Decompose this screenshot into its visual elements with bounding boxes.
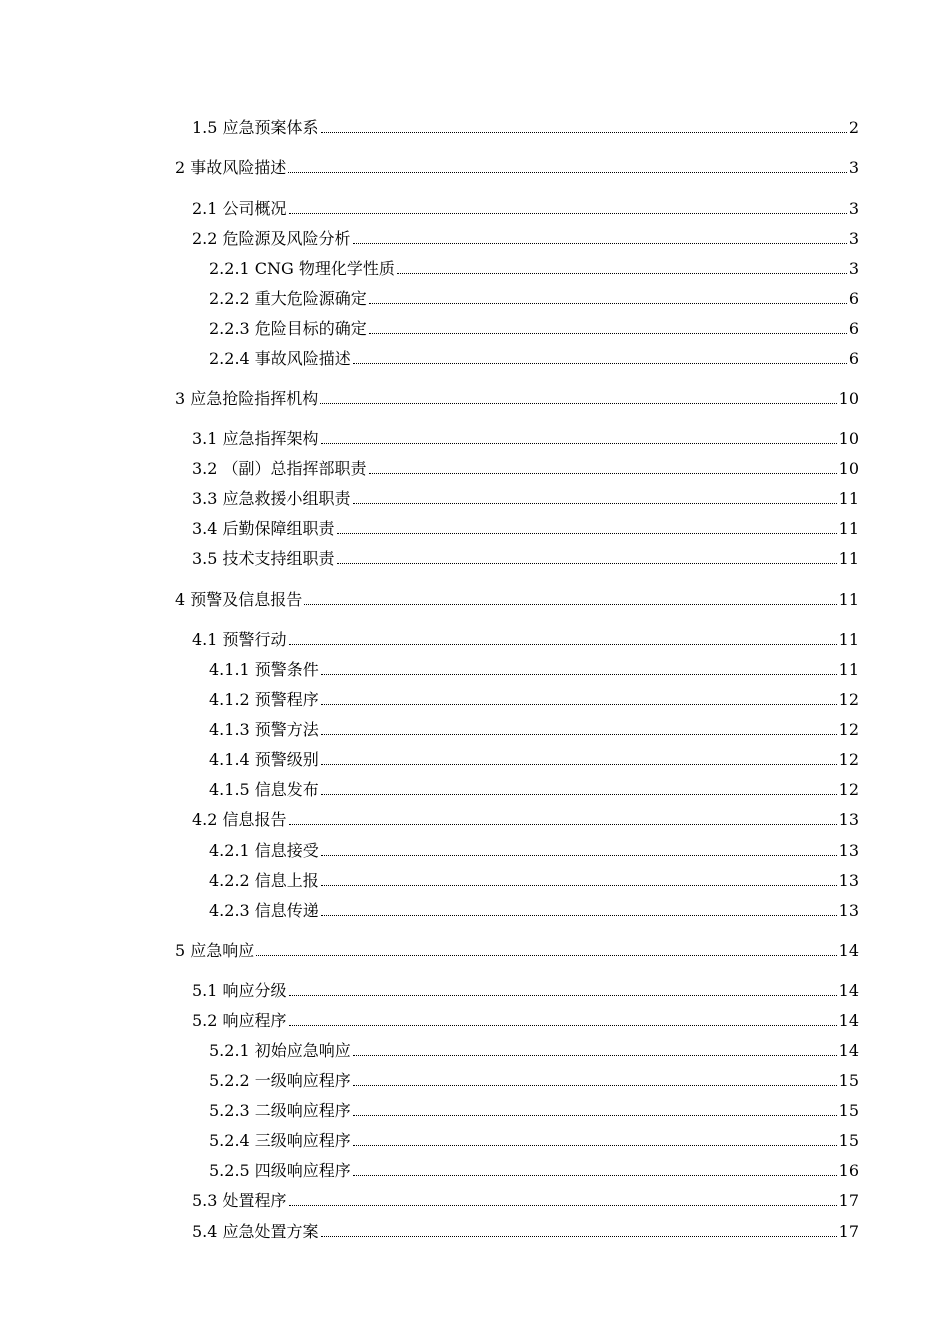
toc-entry-title: 3.4 后勤保障组职责	[192, 519, 335, 538]
toc-entry[interactable]	[192, 485, 859, 509]
toc-entry[interactable]	[209, 345, 859, 369]
toc-entry-title: 5.2.5 四级响应程序	[209, 1161, 351, 1180]
toc-leader-dots	[353, 1145, 837, 1146]
toc-entry[interactable]	[192, 977, 859, 1001]
toc-leader-dots	[288, 172, 847, 173]
toc-leader-dots	[337, 533, 837, 534]
toc-leader-dots	[353, 1085, 837, 1086]
toc-entry-page: 14	[838, 1041, 859, 1060]
toc-entry-page: 11	[838, 519, 859, 538]
toc-entry-page: 6	[848, 289, 859, 308]
toc-entry-page: 12	[838, 690, 859, 709]
toc-entry-page: 12	[838, 720, 859, 739]
toc-entry-title: 2.1 公司概况	[192, 199, 287, 218]
toc-entry-title: 3 应急抢险指挥机构	[175, 389, 319, 408]
toc-entry-title: 2 事故风险描述	[175, 158, 287, 177]
toc-entry-page: 3	[848, 229, 859, 248]
toc-entry-page: 15	[838, 1071, 859, 1090]
toc-entry[interactable]	[209, 285, 859, 309]
toc-entry[interactable]	[192, 626, 859, 650]
toc-entry[interactable]	[192, 455, 859, 479]
toc-leader-dots	[397, 273, 847, 274]
toc-entry-title: 4.2.3 信息传递	[209, 901, 319, 920]
toc-leader-dots	[353, 363, 847, 364]
toc-entry-page: 11	[838, 590, 859, 609]
toc-leader-dots	[321, 855, 837, 856]
toc-entry-page: 12	[838, 780, 859, 799]
toc-entry-title: 2.2.1 CNG 物理化学性质	[209, 259, 395, 278]
toc-entry[interactable]	[209, 1157, 859, 1181]
toc-entry[interactable]	[209, 1097, 859, 1121]
toc-entry[interactable]	[192, 545, 859, 569]
toc-entry-title: 2.2.2 重大危险源确定	[209, 289, 367, 308]
toc-entry[interactable]	[175, 586, 859, 610]
toc-entry[interactable]	[192, 1218, 859, 1242]
toc-entry-page: 11	[838, 489, 859, 508]
toc-entry[interactable]	[192, 225, 859, 249]
toc-leader-dots	[304, 604, 836, 605]
toc-leader-dots	[256, 955, 836, 956]
toc-entry[interactable]	[209, 1127, 859, 1151]
toc-entry-page: 13	[838, 841, 859, 860]
toc-leader-dots	[321, 704, 837, 705]
toc-leader-dots	[321, 885, 837, 886]
toc-entry-page: 17	[838, 1191, 859, 1210]
toc-entry-page: 13	[838, 810, 859, 829]
toc-entry[interactable]	[175, 937, 859, 961]
toc-leader-dots	[353, 1115, 837, 1116]
toc-entry-title: 4.1.4 预警级别	[209, 750, 319, 769]
toc-entry-page: 16	[838, 1161, 859, 1180]
toc-entry-page: 15	[838, 1101, 859, 1120]
toc-entry-page: 13	[838, 871, 859, 890]
toc-entry-title: 4.1.5 信息发布	[209, 780, 319, 799]
toc-leader-dots	[353, 1175, 837, 1176]
toc-entry-title: 4.1.1 预警条件	[209, 660, 319, 679]
toc-leader-dots	[353, 1055, 837, 1056]
toc-leader-dots	[369, 303, 847, 304]
toc-entry-page: 13	[838, 901, 859, 920]
toc-entry-page: 6	[848, 349, 859, 368]
toc-entry[interactable]	[209, 837, 859, 861]
toc-entry[interactable]	[209, 1067, 859, 1091]
toc-entry-title: 5.2.1 初始应急响应	[209, 1041, 351, 1060]
toc-entry-title: 5 应急响应	[175, 941, 255, 960]
toc-entry-page: 17	[838, 1222, 859, 1241]
toc-leader-dots	[337, 563, 837, 564]
toc-entry-page: 12	[838, 750, 859, 769]
toc-entry-title: 4.1 预警行动	[192, 630, 287, 649]
toc-entry[interactable]	[209, 255, 859, 279]
toc-entry[interactable]	[192, 425, 859, 449]
toc-entry-title: 4 预警及信息报告	[175, 590, 303, 609]
toc-entry[interactable]	[192, 1007, 859, 1031]
toc-entry-page: 2	[848, 118, 859, 137]
toc-leader-dots	[321, 1236, 837, 1237]
toc-entry-page: 14	[838, 941, 859, 960]
toc-entry[interactable]	[192, 114, 859, 138]
toc-entry-title: 5.2.3 二级响应程序	[209, 1101, 351, 1120]
toc-leader-dots	[321, 915, 837, 916]
toc-entry[interactable]	[209, 776, 859, 800]
toc-entry-title: 4.2.2 信息上报	[209, 871, 319, 890]
toc-entry-title: 2.2 危险源及风险分析	[192, 229, 351, 248]
toc-entry-title: 3.1 应急指挥架构	[192, 429, 319, 448]
toc-leader-dots	[321, 794, 837, 795]
toc-leader-dots	[289, 644, 837, 645]
toc-leader-dots	[289, 1205, 837, 1206]
toc-entry-title: 2.2.3 危险目标的确定	[209, 319, 367, 338]
toc-leader-dots	[369, 473, 837, 474]
toc-entry-title: 4.2.1 信息接受	[209, 841, 319, 860]
toc-entry-title: 5.2 响应程序	[192, 1011, 287, 1030]
toc-entry[interactable]	[192, 195, 859, 219]
toc-leader-dots	[369, 333, 847, 334]
toc-entry-page: 3	[848, 259, 859, 278]
toc-entry[interactable]	[192, 1187, 859, 1211]
toc-entry[interactable]	[209, 686, 859, 710]
toc-leader-dots	[289, 213, 847, 214]
toc-entry-page: 11	[838, 630, 859, 649]
toc-entry-page: 15	[838, 1131, 859, 1150]
toc-entry-title: 1.5 应急预案体系	[192, 118, 319, 137]
toc-leader-dots	[320, 403, 836, 404]
toc-entry-title: 5.4 应急处置方案	[192, 1222, 319, 1241]
toc-leader-dots	[353, 243, 847, 244]
toc-entry-page: 10	[838, 429, 859, 448]
toc-leader-dots	[321, 132, 847, 133]
toc-entry[interactable]	[192, 806, 859, 830]
toc-entry[interactable]	[209, 867, 859, 891]
toc-entry-page: 3	[848, 158, 859, 177]
toc-leader-dots	[289, 824, 837, 825]
toc-entry-page: 14	[838, 981, 859, 1000]
toc-leader-dots	[321, 443, 837, 444]
toc-entry-title: 5.2.2 一级响应程序	[209, 1071, 351, 1090]
toc-entry-title: 3.3 应急救援小组职责	[192, 489, 351, 508]
toc-entry[interactable]	[175, 154, 859, 178]
toc-entry[interactable]	[175, 385, 859, 409]
toc-entry-title: 3.2 （副）总指挥部职责	[192, 459, 367, 478]
toc-entry-page: 14	[838, 1011, 859, 1030]
toc-entry[interactable]	[209, 716, 859, 740]
toc-entry[interactable]	[209, 315, 859, 339]
toc-entry-title: 5.2.4 三级响应程序	[209, 1131, 351, 1150]
toc-entry-page: 10	[838, 459, 859, 478]
toc-entry-page: 3	[848, 199, 859, 218]
toc-entry[interactable]	[209, 656, 859, 680]
toc-leader-dots	[321, 734, 837, 735]
toc-leader-dots	[321, 764, 837, 765]
toc-entry-title: 4.1.2 预警程序	[209, 690, 319, 709]
toc-leader-dots	[353, 503, 837, 504]
toc-entry-title: 3.5 技术支持组职责	[192, 549, 335, 568]
toc-entry-page: 11	[838, 660, 859, 679]
toc-leader-dots	[289, 1025, 837, 1026]
toc-entry-title: 5.3 处置程序	[192, 1191, 287, 1210]
toc-entry[interactable]	[192, 515, 859, 539]
toc-entry-page: 6	[848, 319, 859, 338]
toc-entry-title: 4.2 信息报告	[192, 810, 287, 829]
toc-leader-dots	[289, 995, 837, 996]
toc-entry[interactable]	[209, 746, 859, 770]
toc-entry-title: 2.2.4 事故风险描述	[209, 349, 351, 368]
toc-leader-dots	[321, 674, 837, 675]
toc-entry[interactable]	[209, 1037, 859, 1061]
toc-entry-page: 11	[838, 549, 859, 568]
toc-entry-title: 5.1 响应分级	[192, 981, 287, 1000]
toc-entry[interactable]	[209, 897, 859, 921]
toc-entry-page: 10	[838, 389, 859, 408]
toc-entry-title: 4.1.3 预警方法	[209, 720, 319, 739]
